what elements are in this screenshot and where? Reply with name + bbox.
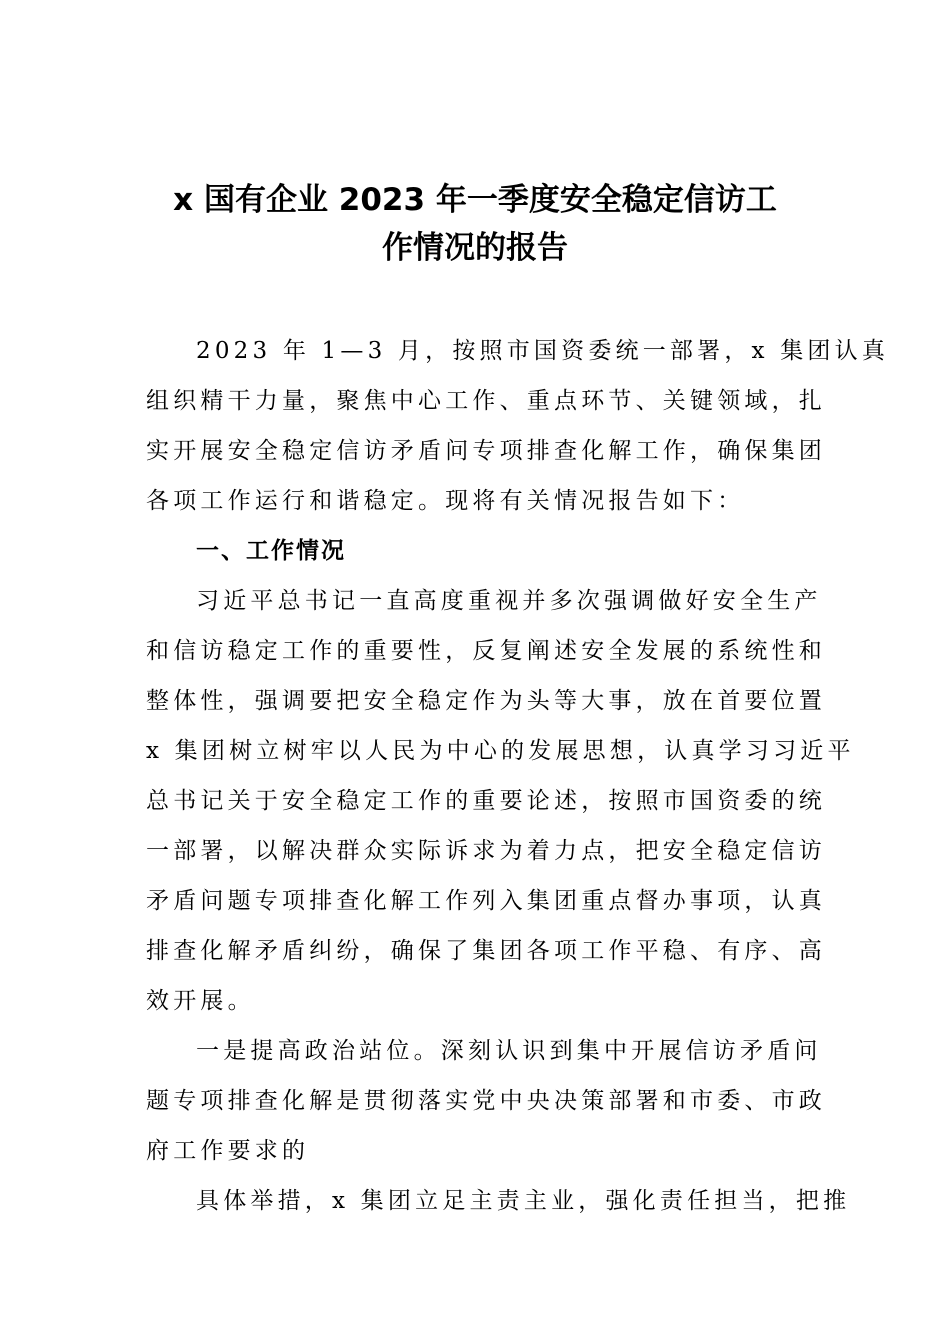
- paragraph-line: 组织精干力量，聚焦中心工作、重点环节、关键领域，扎: [146, 388, 826, 414]
- paragraph-line: 2023 年 1—3 月，按照市国资委统一部署，x 集团认真: [196, 338, 890, 364]
- paragraph-line: 具体举措，x 集团立足主责主业，强化责任担当，把推: [196, 1188, 851, 1214]
- paragraph-line: 矛盾问题专项排查化解工作列入集团重点督办事项，认真: [146, 888, 826, 914]
- paragraph-line: 府工作要求的: [146, 1138, 310, 1164]
- paragraph-line: 总书记关于安全稳定工作的重要论述，按照市国资委的统: [146, 788, 826, 814]
- paragraph-line: 排查化解矛盾纠纷，确保了集团各项工作平稳、有序、高: [146, 938, 826, 964]
- paragraph-line: 题专项排查化解是贯彻落实党中央决策部署和市委、市政: [146, 1088, 826, 1114]
- paragraph-line: x 集团树立树牢以人民为中心的发展思想，认真学习习近平: [146, 738, 855, 764]
- paragraph-line: 效开展。: [146, 988, 255, 1014]
- document-title-line-1: x 国有企业 2023 年一季度安全稳定信访工: [173, 182, 777, 218]
- section-heading: 一、工作情况: [196, 538, 346, 564]
- document-title-line-2: 作情况的报告: [382, 230, 568, 266]
- paragraph-line: 一是提高政治站位。深刻认识到集中开展信访矛盾问: [196, 1038, 822, 1064]
- paragraph-line: 一部署，以解决群众实际诉求为着力点，把安全稳定信访: [146, 838, 826, 864]
- paragraph-line: 各项工作运行和谐稳定。现将有关情况报告如下：: [146, 488, 745, 514]
- paragraph-line: 习近平总书记一直高度重视并多次强调做好安全生产: [196, 588, 822, 614]
- paragraph-line: 整体性，强调要把安全稳定作为头等大事，放在首要位置: [146, 688, 826, 714]
- paragraph-line: 和信访稳定工作的重要性，反复阐述安全发展的系统性和: [146, 638, 826, 664]
- paragraph-line: 实开展安全稳定信访矛盾问专项排查化解工作，确保集团: [146, 438, 826, 464]
